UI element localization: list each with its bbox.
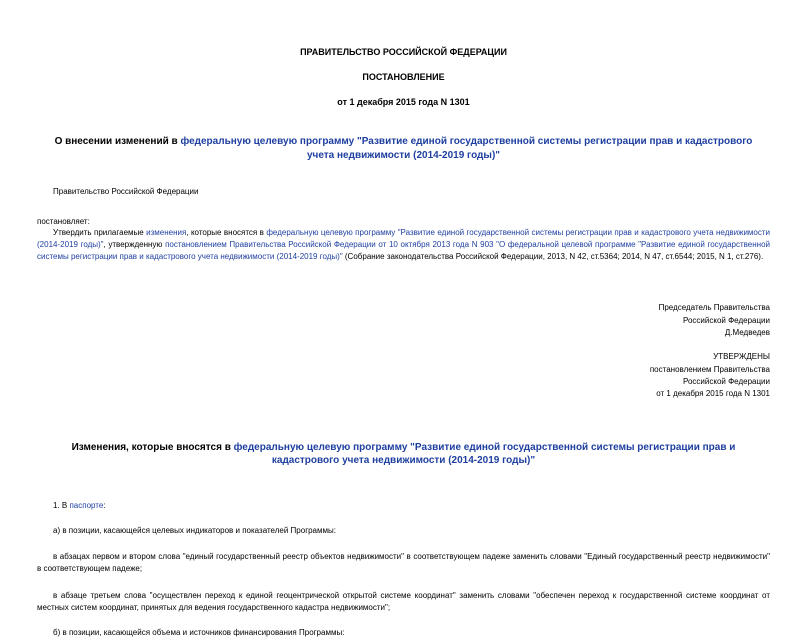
document-date-number: от 1 декабря 2015 года N 1301 — [337, 97, 470, 108]
decree-903-link[interactable]: постановлением Правительства Российской Федерации от 10 октября 2013 года N 903 "О федеральной целевой программе "Развитие единой государственной системы регистрации прав и кадастрового учета недвижимости (2014-2019 годы)" — [37, 239, 770, 261]
preamble-government: Правительство Российской Федерации — [53, 187, 199, 197]
passport-link[interactable]: паспорте — [69, 500, 104, 510]
change-item-1 — [37, 500, 770, 512]
signature-country: Российской Федерации — [683, 315, 770, 325]
signature-name: Д.Медведев — [724, 327, 770, 337]
approval-country: Российской Федерации — [683, 377, 770, 387]
signature-block — [37, 302, 770, 339]
changes-title-prefix: Изменения, которые вносятся в — [71, 441, 234, 453]
resolution-paragraph — [37, 227, 770, 262]
document-type: ПОСТАНОВЛЕНИЕ — [362, 72, 445, 83]
changes-title — [47, 441, 760, 468]
resolution-text-c: , утвержденную — [103, 239, 166, 249]
government-heading: ПРАВИТЕЛЬСТВО РОССИЙСКОЙ ФЕДЕРАЦИИ — [300, 47, 507, 57]
document-page — [0, 46, 807, 638]
change-sub-a-paragraph-1: в абзацах первом и втором слова "единый государственный реестр объектов недвижимости" в соответствующем падеже заменить словами "Единый государственный реестр недвижимости" в соответствующем падеже; — [37, 552, 770, 573]
signature-position: Председатель Правительства — [658, 303, 770, 313]
approval-label: УТВЕРЖДЕНЫ — [713, 352, 770, 362]
change-item-1-suffix: : — [103, 500, 106, 510]
resolution-text-a: Утвердить прилагаемые — [53, 228, 147, 238]
change-sub-a-paragraph-2: в абзаце третьем слова "осуществлен переход к единой геоцентрической открытой системе координат" заменить словами "обеспечен переход к государственной системе координат от местных систем координат, принятых для ведения государственного кадастра недвижимости"; — [37, 591, 770, 612]
document-title — [47, 135, 760, 162]
changes-program-link[interactable]: федеральную целевую программу "Развитие единой государственной системы регистрации прав и кадастрового учета недвижимости (2014-2019 годы)" — [233, 441, 736, 467]
approval-block — [37, 351, 770, 401]
approval-date: от 1 декабря 2015 года N 1301 — [656, 389, 770, 399]
changes-link[interactable]: изменения — [146, 228, 187, 238]
document-title-prefix: О внесении изменений в — [54, 136, 181, 148]
resolution-text-d: (Собрание законодательства Российской Федерации, 2013, N 42, ст.5364; 2014, N 47, ст.6544; 2015, N 1, ст.276). — [342, 251, 764, 261]
program-link-body[interactable]: федеральную целевую программу "Развитие единой государственной системы регистрации прав и кадастрового учета недвижимости (2014-2019 годы)" — [37, 228, 770, 249]
change-sub-a: а) в позиции, касающейся целевых индикаторов и показателей Программы: — [53, 526, 336, 536]
change-item-1-prefix: 1. В — [53, 500, 70, 510]
change-sub-b: б) в позиции, касающейся объема и источников финансирования Программы: — [53, 628, 345, 638]
approval-by: постановлением Правительства — [649, 364, 770, 374]
preamble-resolves: постановляет: — [37, 216, 90, 226]
resolution-text-b: , которые вносятся в — [186, 228, 267, 238]
program-link[interactable]: федеральную целевую программу "Развитие единой государственной системы регистрации прав и кадастрового учета недвижимости (2014-2019 годы)" — [180, 136, 753, 161]
